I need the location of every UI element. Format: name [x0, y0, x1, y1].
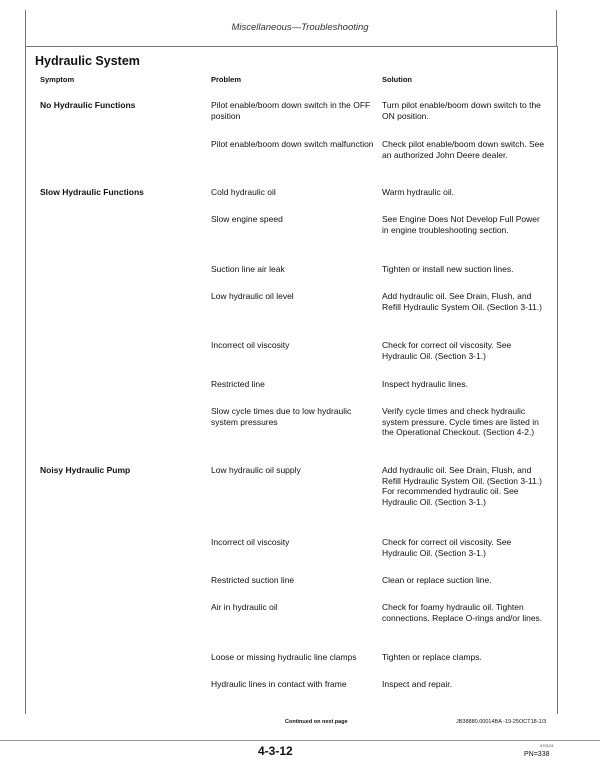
row-solution: See Engine Does Not Develop Full Power in engine troubleshooting section. [382, 214, 540, 235]
pn-number: PN=338 [524, 751, 550, 758]
row-problem: Pilot enable/boom down switch in the OFF position [211, 100, 371, 121]
row-solution: Verify cycle times and check hydraulic system pressure. Cycle times are listed in the Operational Checkout. (Section 4-2.) [382, 406, 539, 437]
row-solution: Check for foamy hydraulic oil. Tighten connections. Replace O-rings and/or lines. [382, 602, 543, 623]
continued-note: Continued on next page [285, 719, 348, 725]
row-problem: Restricted suction line [211, 575, 295, 585]
page-header: Miscellaneous—Troubleshooting [231, 22, 369, 33]
row-symptom: Noisy Hydraulic Pump [40, 465, 131, 475]
print-code: 070124 [540, 743, 554, 748]
row-problem: Loose or missing hydraulic line clamps [211, 652, 357, 662]
row-solution: Check for correct oil viscosity. See Hydraulic Oil. (Section 3-1.) [382, 537, 512, 558]
row-solution: Turn pilot enable/boom down switch to the ON position. [382, 100, 541, 121]
column-header-solution: Solution [382, 75, 412, 84]
row-problem: Hydraulic lines in contact with frame [211, 679, 347, 689]
row-solution: Inspect and repair. [382, 679, 452, 689]
row-solution: Add hydraulic oil. See Drain, Flush, and Refill Hydraulic System Oil. (Section 3-11.) For recommended hydraulic oil. See Hydraulic Oil. (Section 3-1.) [382, 465, 542, 507]
row-solution: Clean or replace suction line. [382, 575, 492, 585]
reference-code: JB38880,00014BA -19-25OCT18-1/3 [456, 719, 547, 725]
row-problem: Cold hydraulic oil [211, 187, 276, 197]
row-problem: Pilot enable/boom down switch malfunction [211, 139, 374, 149]
row-problem: Low hydraulic oil level [211, 291, 294, 301]
row-solution: Check for correct oil viscosity. See Hydraulic Oil. (Section 3-1.) [382, 340, 512, 361]
row-problem: Restricted line [211, 379, 265, 389]
row-problem: Low hydraulic oil supply [211, 465, 301, 475]
row-solution: Tighten or install new suction lines. [382, 264, 514, 274]
row-symptom: Slow Hydraulic Functions [40, 187, 144, 197]
row-problem: Suction line air leak [211, 264, 285, 274]
row-problem: Slow cycle times due to low hydraulic system pressures [211, 406, 352, 427]
row-solution: Inspect hydraulic lines. [382, 379, 468, 389]
row-problem: Incorrect oil viscosity [211, 537, 290, 547]
section-title: Hydraulic System [35, 54, 140, 68]
row-solution: Check pilot enable/boom down switch. See an authorized John Deere dealer. [382, 139, 545, 160]
column-header-symptom: Symptom [40, 75, 75, 84]
row-solution: Tighten or replace clamps. [382, 652, 482, 662]
row-problem: Incorrect oil viscosity [211, 340, 290, 350]
page-number: 4-3-12 [258, 744, 293, 758]
column-header-problem: Problem [211, 75, 242, 84]
row-solution: Warm hydraulic oil. [382, 187, 454, 197]
row-symptom: No Hydraulic Functions [40, 100, 136, 110]
row-problem: Air in hydraulic oil [211, 602, 278, 612]
footer-rule [0, 740, 600, 741]
row-problem: Slow engine speed [211, 214, 283, 224]
row-solution: Add hydraulic oil. See Drain, Flush, and Refill Hydraulic System Oil. (Section 3-11.) [382, 291, 542, 312]
